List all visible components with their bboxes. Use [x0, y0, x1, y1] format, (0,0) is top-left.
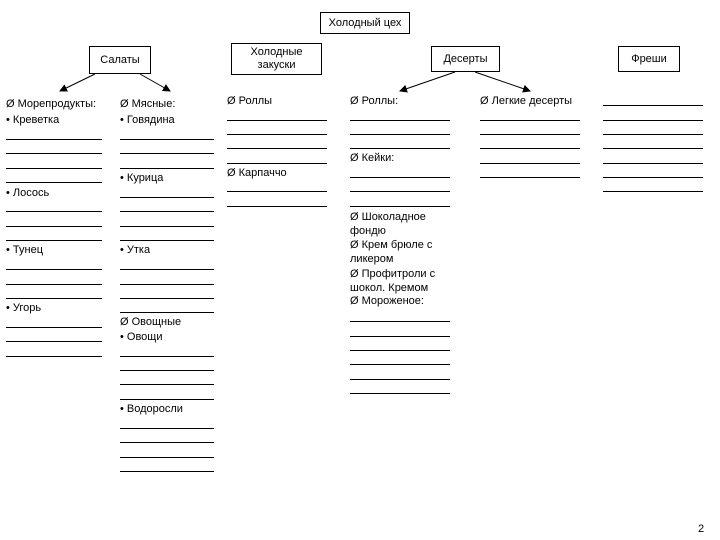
blank-line [350, 120, 450, 121]
blank-line [120, 428, 214, 429]
blank-line [350, 393, 450, 394]
category-desserts [431, 46, 500, 72]
blank-line [120, 312, 214, 313]
item-beef: • Говядина [120, 114, 175, 126]
blank-line [603, 148, 703, 149]
item-duck: • Утка [120, 244, 151, 256]
desserts-rolls: Ø Роллы: [350, 95, 399, 107]
item-salmon: • Лосось [6, 187, 50, 199]
blank-line [6, 298, 102, 299]
blank-line [603, 177, 703, 178]
blank-line [350, 321, 450, 322]
blank-line [120, 269, 214, 270]
item-chicken: • Курица [120, 172, 164, 184]
blank-line [350, 379, 450, 380]
title-box [320, 12, 410, 34]
category-fresh-label: Фреши [631, 52, 667, 65]
snacks-carpaccio: Ø Карпаччо [227, 167, 287, 179]
blank-line [227, 134, 327, 135]
veg-header: Ø Овощные [120, 316, 182, 328]
blank-line [120, 457, 214, 458]
blank-line [120, 442, 214, 443]
blank-line [120, 298, 214, 299]
blank-line [350, 350, 450, 351]
blank-line [603, 191, 703, 192]
blank-line [350, 134, 450, 135]
item-tuna: • Тунец [6, 244, 44, 256]
blank-line [120, 197, 214, 198]
blank-line [120, 168, 214, 169]
blank-line [6, 269, 102, 270]
snacks-rolls: Ø Роллы [227, 95, 273, 107]
blank-line [480, 148, 580, 149]
page-number: 2 [698, 523, 705, 535]
item-shrimp: • Креветка [6, 114, 60, 126]
blank-line [350, 191, 450, 192]
blank-line [120, 356, 214, 357]
desserts-fondue: Ø Шоколадное фондю [350, 211, 426, 237]
seafood-header: Ø Морепродукты: [6, 98, 97, 110]
blank-line [120, 240, 214, 241]
blank-line [603, 134, 703, 135]
arrow-to-seafood [60, 74, 95, 91]
page-title: Холодный цех [328, 16, 402, 29]
blank-line [120, 471, 214, 472]
item-vegetables: • Овощи [120, 331, 163, 343]
blank-line [6, 284, 102, 285]
desserts-ice-cream: Ø Мороженое: [350, 295, 424, 307]
blank-line [6, 327, 102, 328]
blank-line [6, 182, 102, 183]
blank-line [350, 148, 450, 149]
blank-line [480, 120, 580, 121]
arrow-to-meat [140, 74, 170, 91]
blank-line [6, 356, 102, 357]
blank-line [120, 226, 214, 227]
blank-line [6, 153, 102, 154]
desserts-light: Ø Легкие десерты [480, 95, 573, 107]
desserts-creme-brulee: Ø Крем брюле с ликером [350, 239, 433, 265]
blank-line [480, 177, 580, 178]
blank-line [120, 370, 214, 371]
arrow-to-cakes [400, 72, 455, 91]
arrow-to-light-desserts [475, 72, 530, 91]
item-seaweed: • Водоросли [120, 403, 183, 415]
category-salads-label: Салаты [100, 53, 140, 66]
item-eel: • Угорь [6, 302, 42, 314]
desserts-profiteroles: Ø Профитроли с шокол. Кремом [350, 268, 436, 294]
blank-line [350, 177, 450, 178]
blank-line [227, 120, 327, 121]
blank-line [227, 191, 327, 192]
blank-line [227, 148, 327, 149]
blank-line [603, 105, 703, 106]
blank-line [120, 399, 214, 400]
blank-line [350, 336, 450, 337]
blank-line [6, 139, 102, 140]
blank-line [603, 120, 703, 121]
blank-line [480, 163, 580, 164]
blank-line [6, 211, 102, 212]
blank-line [603, 163, 703, 164]
category-salads [89, 46, 151, 74]
meat-header: Ø Мясные: [120, 98, 176, 110]
category-fresh [618, 46, 680, 72]
blank-line [120, 139, 214, 140]
blank-line [120, 284, 214, 285]
blank-line [6, 341, 102, 342]
blank-line [6, 168, 102, 169]
category-cold-snacks-label: Холодные закуски [250, 46, 303, 71]
category-cold-snacks [231, 43, 322, 75]
blank-line [120, 153, 214, 154]
blank-line [6, 226, 102, 227]
blank-line [120, 211, 214, 212]
blank-line [227, 163, 327, 164]
category-desserts-label: Десерты [443, 52, 488, 65]
blank-line [480, 134, 580, 135]
blank-line [120, 384, 214, 385]
blank-line [6, 240, 102, 241]
blank-line [350, 364, 450, 365]
blank-line [350, 206, 450, 207]
desserts-cakes: Ø Кейки: [350, 152, 395, 164]
blank-line [227, 206, 327, 207]
